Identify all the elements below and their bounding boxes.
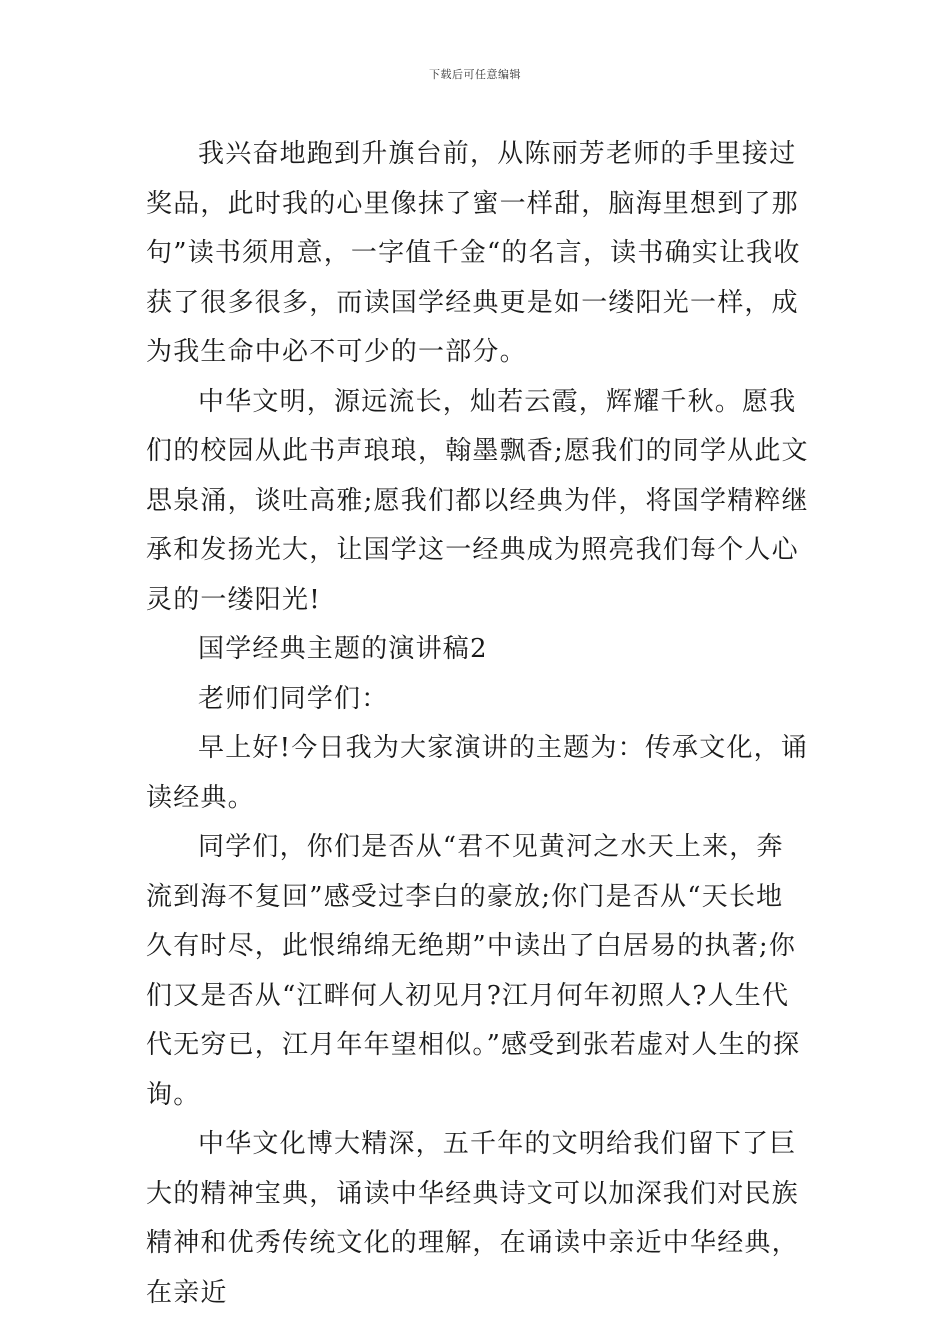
- paragraph: 同学们，你们是否从“君不见黄河之水天上来，奔流到海不复回”感受过李白的豪放;你门是否从“天长地久有时尽，此恨绵绵无绝期”中读出了白居易的执著;你们又是否从“江畔何人初见月?江月何年初照人?人生代代无穷已，江月年年望相似。”感受到张若虚对人生的探询。: [146, 832, 801, 1110]
- paragraph: 我兴奋地跑到升旗台前，从陈丽芳老师的手里接过奖品，此时我的心里像抹了蜜一样甜，脑海里想到了那句”读书须用意，一字值千金“的名言，读书确实让我收获了很多很多，而读国学经典更是如一缕阳光一样，成为我生命中必不可少的一部分。: [146, 139, 801, 367]
- header-note: 下载后可任意编辑: [429, 68, 521, 81]
- paragraph: 中华文明，源远流长，灿若云霞，辉耀千秋。愿我们的校园从此书声琅琅，翰墨飘香;愿我们的同学从此文思泉涌，谈吐高雅;愿我们都以经典为伴，将国学精粹继承和发扬光大，让国学这一经典成为照亮我们每个人心灵的一缕阳光!: [146, 386, 809, 615]
- salutation: 老师们同学们：: [198, 683, 389, 714]
- section-heading: 国学经典主题的演讲稿2: [198, 634, 488, 664]
- document-body: [146, 130, 810, 1318]
- paragraph: 早上好!今日我为大家演讲的主题为：传承文化，诵读经典。: [146, 733, 809, 813]
- paragraph: 中华文化博大精深，五千年的文明给我们留下了巨大的精神宝典，诵读中华经典诗文可以加深我们对民族精神和优秀传统文化的理解，在诵读中亲近中华经典，在亲近: [146, 1129, 799, 1308]
